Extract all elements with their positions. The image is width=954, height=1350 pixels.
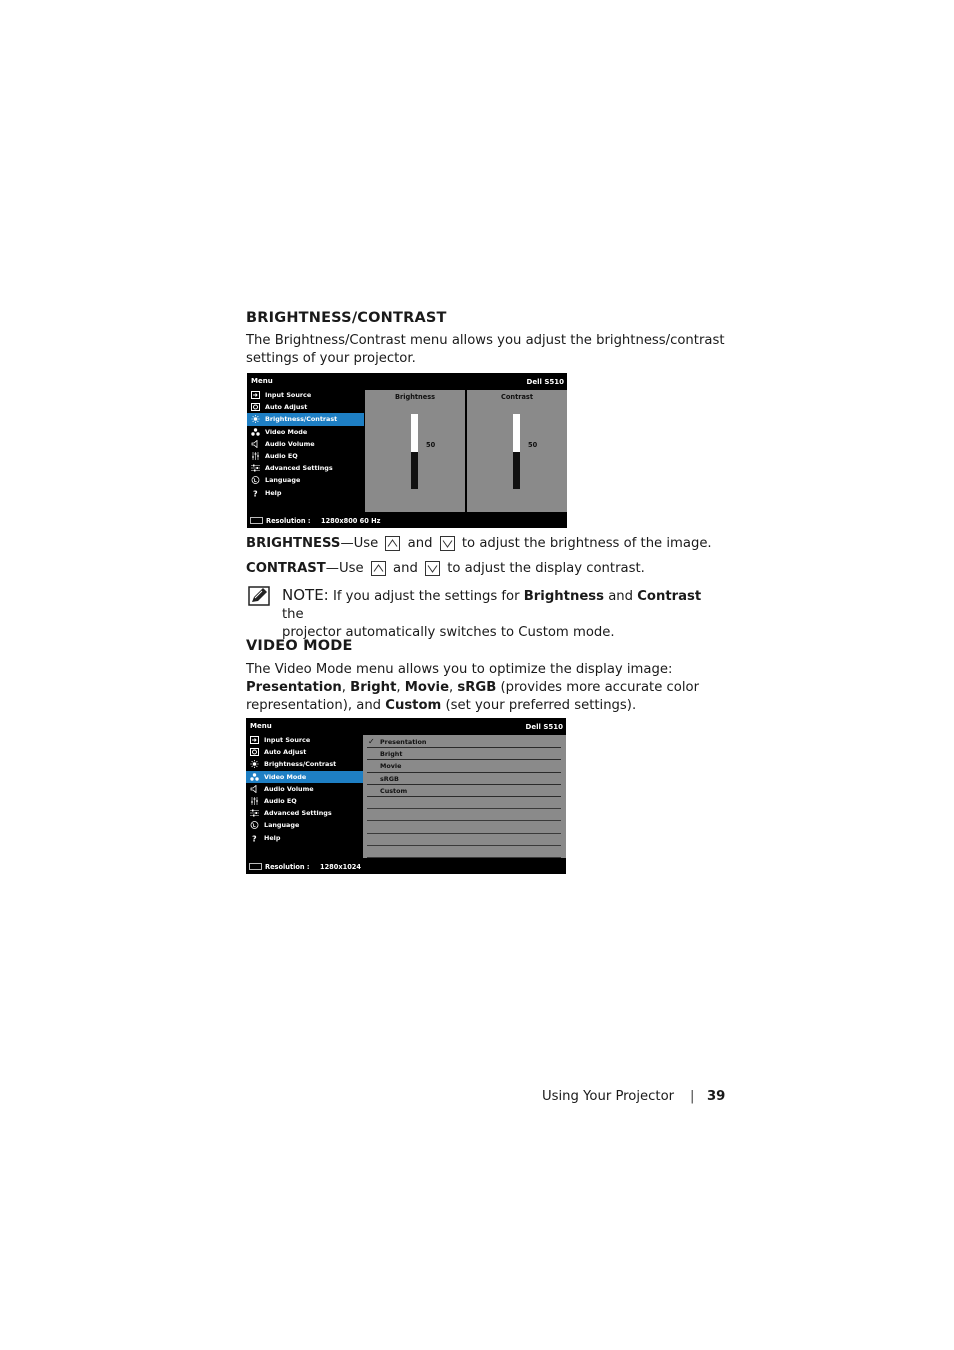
osd-video-mode-screenshot — [246, 718, 566, 874]
question-icon — [251, 489, 260, 497]
svg-text:?: ? — [253, 489, 258, 497]
osd-menu-label: Menu — [251, 377, 273, 385]
note-block — [282, 586, 722, 642]
osd-menu-item-language[interactable]: Language — [247, 474, 364, 486]
osd-menu-item-brightness-contrast[interactable]: Brightness/Contrast — [246, 758, 363, 770]
note-pencil-icon — [248, 586, 270, 606]
brightness-term: BRIGHTNESS — [246, 536, 341, 551]
osd-top-bar — [247, 373, 567, 389]
equalizer-icon — [251, 452, 260, 460]
osd-menu-item-auto-adjust[interactable]: Auto Adjust — [246, 746, 363, 758]
osd-menu-label: Menu — [250, 722, 272, 730]
brightness-slider-fill — [411, 414, 418, 452]
osd-menu-item-help[interactable]: ? Help — [253, 488, 282, 497]
contrast-value: 50 — [528, 441, 538, 449]
empty-row — [367, 846, 561, 858]
note-label: NOTE: — [282, 586, 329, 604]
osd-top-bar — [246, 718, 566, 734]
video-mode-option-bright[interactable]: Bright — [367, 748, 561, 760]
osd-resolution-bar — [247, 513, 567, 528]
speaker-icon — [251, 440, 260, 448]
sliders-icon — [251, 464, 260, 472]
svg-text:?: ? — [252, 834, 257, 842]
brightness-icon — [250, 760, 259, 768]
question-icon — [250, 834, 259, 842]
contrast-title: Contrast — [501, 393, 533, 401]
osd-menu-item-audio-volume[interactable]: Audio Volume — [246, 783, 363, 795]
resolution-label: Resolution : — [266, 517, 311, 525]
up-arrow-icon — [385, 536, 400, 551]
contrast-slider-fill — [513, 414, 520, 452]
footer-separator: | — [690, 1089, 695, 1104]
checkmark-icon: ✓ — [368, 737, 375, 746]
empty-row — [367, 797, 561, 809]
osd-menu-item-audio-eq[interactable]: Audio EQ — [247, 450, 364, 462]
section-heading-video-mode: VIDEO MODE — [246, 638, 353, 654]
osd-menu-item-advanced-settings[interactable]: Advanced Settings — [246, 807, 363, 819]
brightness-slider[interactable] — [411, 414, 418, 489]
video-mode-icon — [250, 773, 259, 781]
video-mode-icon — [251, 428, 260, 436]
osd-brightness-contrast-screenshot — [247, 373, 567, 528]
osd-resolution-bar — [246, 859, 566, 874]
osd-menu-list — [247, 389, 364, 499]
auto-adjust-icon — [250, 748, 259, 756]
contrast-panel — [467, 390, 567, 512]
brightness-panel — [365, 390, 465, 512]
osd-menu-item-language[interactable]: Language — [246, 819, 363, 831]
osd-menu-item-audio-volume[interactable]: Audio Volume — [247, 438, 364, 450]
video-mode-option-custom[interactable]: Custom — [367, 785, 561, 797]
sliders-icon — [250, 809, 259, 817]
video-mode-option-srgb[interactable]: sRGB — [367, 773, 561, 785]
video-mode-option-presentation[interactable]: ✓ Presentation — [367, 736, 561, 748]
globe-icon — [250, 821, 259, 829]
osd-menu-item-video-mode[interactable]: Video Mode — [247, 426, 364, 438]
osd-menu-list — [246, 734, 363, 844]
input-source-icon — [251, 391, 260, 399]
intro-line-1: The Brightness/Contrast menu allows you adjust the brightness/contrast — [246, 333, 725, 348]
video-mode-option-movie[interactable]: Movie — [367, 760, 561, 772]
globe-icon — [251, 476, 260, 484]
empty-row — [367, 809, 561, 821]
intro-line-2: settings of your projector. — [246, 351, 416, 366]
contrast-term: CONTRAST — [246, 561, 326, 576]
brightness-title: Brightness — [394, 393, 436, 401]
section-heading-brightness-contrast: BRIGHTNESS/CONTRAST — [246, 310, 447, 326]
osd-menu-item-brightness-contrast[interactable]: Brightness/Contrast — [247, 413, 364, 425]
up-arrow-icon — [371, 561, 386, 576]
empty-row — [367, 834, 561, 846]
brightness-value: 50 — [426, 441, 436, 449]
osd-menu-item-audio-eq[interactable]: Audio EQ — [246, 795, 363, 807]
osd-menu-item-help[interactable]: ? Help — [252, 833, 281, 842]
resolution-icon — [249, 863, 262, 870]
down-arrow-icon — [440, 536, 455, 551]
resolution-icon — [250, 517, 263, 524]
note-line-2: projector automatically switches to Custom mode. — [282, 625, 615, 640]
brightness-instruction: BRIGHTNESS—Use and to adjust the brightness of the image. — [246, 536, 712, 551]
footer-section-title: Using Your Projector — [542, 1089, 675, 1104]
input-source-icon — [250, 736, 259, 744]
page-number: 39 — [707, 1089, 726, 1104]
resolution-value: 1280x1024 — [320, 863, 361, 871]
osd-menu-item-advanced-settings[interactable]: Advanced Settings — [247, 462, 364, 474]
equalizer-icon — [250, 797, 259, 805]
brightness-icon — [251, 415, 260, 423]
down-arrow-icon — [425, 561, 440, 576]
osd-menu-item-input-source[interactable]: Input Source — [246, 734, 363, 746]
auto-adjust-icon — [251, 403, 260, 411]
contrast-instruction: CONTRAST—Use and to adjust the display contrast. — [246, 561, 645, 576]
resolution-value: 1280x800 60 Hz — [321, 517, 381, 525]
note-line-1: NOTE: If you adjust the settings for Brightness and Contrast the — [282, 586, 702, 622]
osd-model-label: Dell S510 — [526, 378, 564, 386]
speaker-icon — [250, 785, 259, 793]
video-mode-options — [367, 736, 561, 858]
osd-model-label: Dell S510 — [525, 723, 563, 731]
osd-menu-item-video-mode[interactable]: Video Mode — [246, 771, 363, 783]
empty-row — [367, 821, 561, 833]
video-mode-description: The Video Mode menu allows you to optimize the display image: Presentation, Bright, Movie, sRGB (provides more accurate color representation), and Custom (set your preferred settings). — [246, 662, 699, 713]
osd-menu-item-input-source[interactable]: Input Source — [247, 389, 364, 401]
section-intro — [246, 332, 726, 368]
resolution-label: Resolution : — [265, 863, 310, 871]
osd-menu-item-auto-adjust[interactable]: Auto Adjust — [247, 401, 364, 413]
contrast-slider[interactable] — [513, 414, 520, 489]
